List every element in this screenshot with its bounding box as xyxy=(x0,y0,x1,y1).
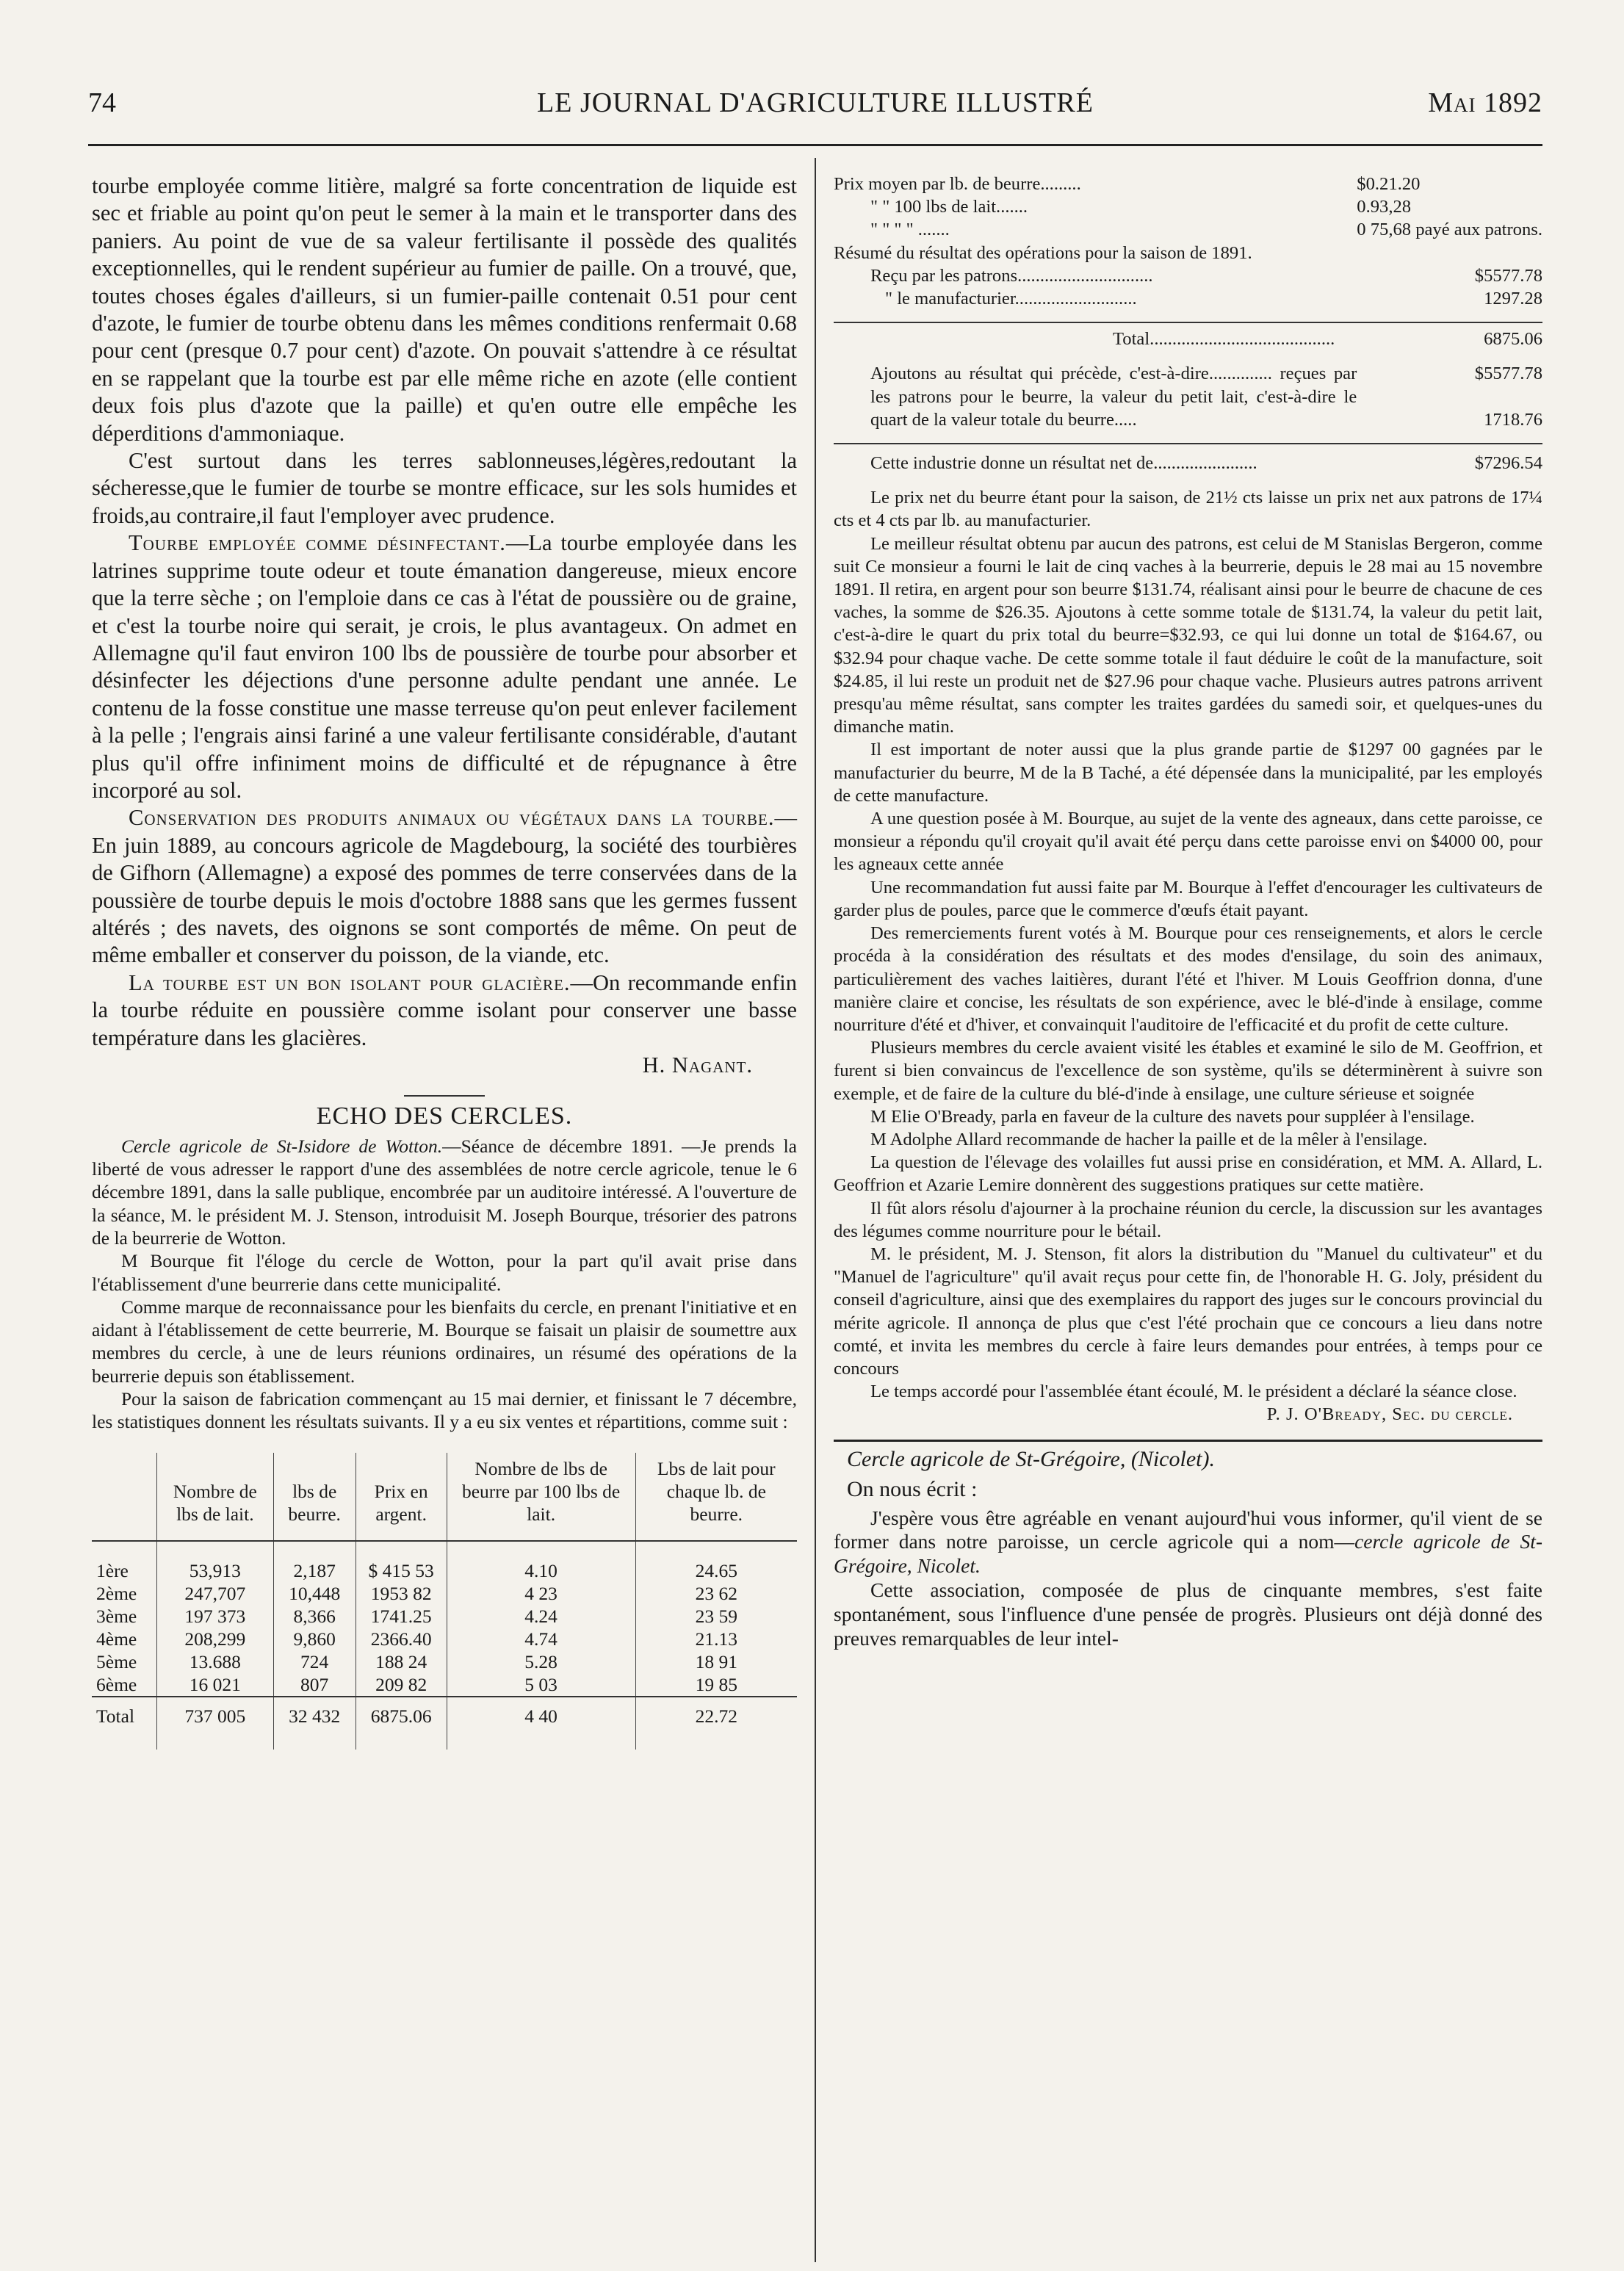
table-cell: 23 59 xyxy=(695,1605,737,1627)
net-label: Cette industrie donne un résultat net de....................... xyxy=(834,444,1357,474)
paragraph: M Elie O'Bready, parla en faveur de la culture des navets pour suppléer à l'ensilage. xyxy=(870,1106,1475,1127)
paragraph: M Bourque fit l'éloge du cercle de Wotton, pour la part qu'il avait prise dans l'établissement d'une beurrerie dans cette municipalité. xyxy=(92,1250,797,1295)
secretary-signature: P. J. O'Bready, Sec. du cercle. xyxy=(1266,1404,1513,1425)
page-header xyxy=(88,87,1542,131)
table-cell: 188 24 xyxy=(356,1650,447,1673)
table-cell: 4.10 xyxy=(447,1541,635,1582)
paragraph: Le prix net du beurre étant pour la saison, de 21½ cts laisse un prix net aux patrons de 17¼ cts et 4 cts par lb. au manufacturier. xyxy=(834,488,1542,531)
price-value: 0.93,28 xyxy=(1357,197,1412,217)
table-cell: 6875.06 xyxy=(356,1697,447,1750)
summary-total-line xyxy=(834,322,1542,350)
summary-value: 6875.06 xyxy=(1357,322,1542,350)
table-cell: 18 91 xyxy=(695,1650,737,1672)
paragraph: Plusieurs membres du cercle avaient visité les étables et examiné le silo de M. Geoffrion, et furent si bien convaincus de l'excellence de son système, qu'ils se déterminèrent à suivre son exemple, et de faire de la culture du blé-d'inde à ensilage, une culture sérieuse et soignée xyxy=(834,1038,1542,1104)
paragraph: M Adolphe Allard recommande de hacher la paille et de la mêler à l'ensilage. xyxy=(870,1129,1428,1149)
column-header xyxy=(92,1453,157,1541)
table-cell: 4ème xyxy=(92,1628,157,1650)
section-heading: Conservation des produits animaux ou végétaux dans la tourbe. xyxy=(129,805,775,831)
cercle-title: Cercle agricole de St-Grégoire, (Nicolet). xyxy=(847,1446,1215,1471)
table-cell: 9,860 xyxy=(273,1628,356,1650)
table-row xyxy=(92,1582,797,1605)
table-cell: 2ème xyxy=(92,1582,157,1605)
section-heading: La tourbe est un bon isolant pour glacière. xyxy=(129,970,571,995)
issue-date: Mai 1892 xyxy=(1428,87,1542,118)
summary-label: Reçu par les patrons.............................. xyxy=(870,265,1153,286)
summary-label: " le manufacturier........................... xyxy=(885,289,1137,309)
price-summary xyxy=(834,173,1542,474)
table-cell: 5.28 xyxy=(447,1650,635,1673)
journal-title: LE JOURNAL D'AGRICULTURE ILLUSTRÉ xyxy=(537,87,1094,118)
table-cell: 10,448 xyxy=(273,1582,356,1605)
table-row xyxy=(92,1541,797,1582)
table-cell: 22.72 xyxy=(635,1697,797,1750)
paragraph-text: —En juin 1889, au concours agricole de Magdebourg, la société des tourbières de Gifhorn (Allemagne) a exposé des pommes de terre conservées dans de la poussière de tourbe depuis le mois d'octobre 1888 sans que les germes fussent altérés ; des navets, des oignons se sont comportés de même. On peut de même emballer et conserver du poisson, de la viande, etc. xyxy=(92,805,797,968)
ajout-value: 1718.76 xyxy=(1484,409,1542,430)
table-cell: 2,187 xyxy=(273,1541,356,1582)
summary-label: Total......................................... xyxy=(834,322,1357,350)
table-cell: 1ère xyxy=(92,1541,157,1582)
section-rule xyxy=(834,1440,1542,1442)
paragraph: Le meilleur résultat obtenu par aucun des patrons, est celui de M Stanislas Bergeron, comme suit Ce monsieur a fourni le lait de cinq vaches à la beurrerie, depuis le 28 mai au 15 novembre 1891. Il retira, en argent pour son beurre $131.74, réalisant ainsi pour le beurre de chacune de ces vaches, la somme de $26.35. Ajoutons à cette somme totale de $131.74, la valeur du petit lait, c'est-à-dire le quart du prix total du beurre=$32.93, ce qui lui donne un total de $164.67, ou $32.94 pour chaque vache. De cette somme totale il faut déduire le coût de la manufacture, soit $24.85, il lui reste un produit net de $27.96 pour chaque vache. Plusieurs autres patrons arrivent presqu'au même résultat, sans compter les traites gardées du samedi soir, et quelques-unes du dimanche matin. xyxy=(834,533,1542,737)
paragraph xyxy=(92,970,797,1052)
table-cell: 24.65 xyxy=(695,1559,737,1581)
paragraph xyxy=(92,1135,797,1249)
table-cell: 6ème xyxy=(92,1673,157,1697)
table-cell: 4.74 xyxy=(447,1628,635,1650)
table-cell: 8,366 xyxy=(273,1605,356,1628)
column-header: Prix en argent. xyxy=(356,1453,447,1541)
ajout-value: $5577.78 xyxy=(1474,364,1542,384)
table-cell: 247,707 xyxy=(157,1582,274,1605)
left-column xyxy=(92,173,797,1750)
table-cell: 32 432 xyxy=(273,1697,356,1750)
table-row xyxy=(92,1673,797,1697)
paragraph: Pour la saison de fabrication commençant au 15 mai dernier, et finissant le 7 décembre, les statistiques donnent les résultats suivants. Il y a eu six ventes et répartitions, comme suit : xyxy=(92,1388,797,1433)
subheading: On nous écrit : xyxy=(847,1476,978,1501)
price-label: " " " " ....... xyxy=(870,220,950,240)
butter-statistics-table xyxy=(92,1453,797,1750)
table-cell: 737 005 xyxy=(157,1697,274,1750)
section-title: ECHO DES CERCLES. xyxy=(316,1102,573,1130)
net-value: $7296.54 xyxy=(1357,444,1542,474)
paragraph xyxy=(92,530,797,804)
paragraph: Il est important de noter aussi que la plus grande partie de $1297 00 gagnées par le manufacturier du beurre, M de la B Taché, a été dépensée dans la municipalité, par les employés de cette manufacture. xyxy=(834,740,1542,806)
summary-line xyxy=(834,287,1542,310)
section-rule xyxy=(404,1095,485,1097)
paragraph: Une recommandation fut aussi faite par M. Bourque à l'effet d'encourager les cultivateurs de garder plus de poules, parce que le commerce d'œufs était payant. xyxy=(834,877,1542,920)
table-row xyxy=(92,1628,797,1650)
paragraph xyxy=(834,1506,1542,1578)
paragraph: M. le président, M. J. Stenson, fit alors la distribution du "Manuel du cultivateur" et du "Manuel de l'agriculture" qu'il avait reçus pour cette fin, de l'honorable H. G. Joly, président du conseil d'agriculture, ainsi que des exemplaires du rapport des juges sur le concours provincial du mérite agricole. Il annonça de plus que c'est l'été prochain que ce concours a lieu dans notre comté, et invita les membres du cercle à faire leurs demandes pour entrées, à temps pour ce concours xyxy=(834,1243,1542,1379)
paragraph-text: —On recommande enfin la tourbe réduite en poussière comme isolant pour conserver une basse température dans les glacières. xyxy=(92,970,797,1050)
table-cell: 3ème xyxy=(92,1605,157,1628)
summary-heading: Résumé du résultat des opérations pour la saison de 1891. xyxy=(834,242,1252,263)
cercle-name: cercle agricole de St-Grégoire, Nicolet. xyxy=(834,1530,1542,1578)
gregoire-section xyxy=(834,1478,1542,1651)
paragraph: tourbe employée comme litière, malgré sa forte concentration de liquide est sec et friable au point qu'on peut le semer à la main et le transporter dans des paniers. Au point de vue de sa valeur fertilisante il possède des qualités exceptionnelles, qui le rendent supérieur au fumier de paille. On a trouvé, que, toutes choses égales d'ailleurs, si un fumier-paille contenait 0.51 pour cent d'azote, le fumier de tourbe obtenu dans les mêmes conditions renfermait 0.68 pour cent (presque 0.7 pour cent) d'azote. On pouvait s'attendre à ce résultat en se rappelant que la tourbe est par elle même riche en azote (elle contient deux fois plus d'azote que la paille) et qu'en outre elle empêche les déperditions d'ammoniaque. xyxy=(92,173,797,446)
table-cell: $ 415 53 xyxy=(356,1541,447,1582)
paragraph: La question de l'élevage des volailles fut aussi prise en considération, et MM. A. Allard, L. Geoffrion et Azarie Lemire donnèrent des suggestions pratiques sur cette matière. xyxy=(834,1152,1542,1196)
report-body xyxy=(834,486,1542,1426)
page-number: 74 xyxy=(88,87,116,118)
paragraph: Le temps accordé pour l'assemblée étant écoulé, M. le président a déclaré la séance close. xyxy=(870,1382,1517,1402)
paragraph: A une question posée à M. Bourque, au sujet de la vente des agneaux, dans cette paroisse, ce monsieur a répondu qu'il croyait qu'il avait été perçu dans cette paroisse envi on $4000 00, pour les agneaux cette année xyxy=(834,809,1542,875)
paragraph: C'est surtout dans les terres sablonneuses,légères,redoutant la sécheresse,que le fumier de tourbe se montre efficace, sur les sols humides et froids,au contraire,il faut l'employer avec prudence. xyxy=(92,448,797,528)
table-cell: 724 xyxy=(273,1650,356,1673)
paragraph xyxy=(92,804,797,969)
header-rule xyxy=(88,144,1542,146)
paragraph: Il fût alors résolu d'ajourner à la prochaine réunion du cercle, la discussion sur les avantages des légumes comme nourriture pour le bétail. xyxy=(834,1198,1542,1241)
table-row xyxy=(92,1605,797,1628)
table-cell: 1953 82 xyxy=(356,1582,447,1605)
table-cell: 4 40 xyxy=(447,1697,635,1750)
column-header: Lbs de lait pour chaque lb. de beurre. xyxy=(635,1453,797,1541)
summary-line xyxy=(834,264,1542,287)
price-value: 0 75,68 payé aux patrons. xyxy=(1357,220,1542,240)
price-line xyxy=(834,218,1542,241)
author-signature: H. Nagant. xyxy=(642,1053,753,1077)
table-row xyxy=(92,1650,797,1673)
table-cell: 5 03 xyxy=(447,1673,635,1697)
table-total-row xyxy=(92,1697,797,1750)
summary-value: $5577.78 xyxy=(1474,265,1542,286)
summary-value: 1297.28 xyxy=(1484,289,1542,309)
table-cell: 13.688 xyxy=(157,1650,274,1673)
table-cell: 23 62 xyxy=(695,1582,737,1604)
right-column xyxy=(834,173,1542,1650)
paragraph: Cette association, composée de plus de cinquante membres, s'est faite spontanément, sous l'influence d'une pensée de progrès. Plusieurs ont déjà donné des preuves remarquables de leur intel- xyxy=(834,1578,1542,1650)
column-header: Nombre de lbs de lait. xyxy=(157,1453,274,1541)
table-cell: 53,913 xyxy=(157,1541,274,1582)
table-cell: 21.13 xyxy=(695,1628,737,1650)
table-cell: 2366.40 xyxy=(356,1628,447,1650)
table-cell: 4.24 xyxy=(447,1605,635,1628)
column-header: lbs de beurre. xyxy=(273,1453,356,1541)
cercle-name: Cercle agricole de St-Isidore de Wotton. xyxy=(121,1135,443,1157)
table-cell: 5ème xyxy=(92,1650,157,1673)
price-label: Prix moyen par lb. de beurre......... xyxy=(834,174,1081,194)
table-cell: 16 021 xyxy=(157,1673,274,1697)
table-cell: Total xyxy=(92,1697,157,1750)
column-divider xyxy=(815,158,816,2262)
ajout-text: Ajoutons au résultat qui précède, c'est-à-dire.............. reçues par les patrons pour le beurre, la valeur du petit lait, c'est-à-dire le quart de la valeur totale du beurre..... xyxy=(870,364,1357,430)
ajout-line xyxy=(834,362,1542,431)
table-cell: 4 23 xyxy=(447,1582,635,1605)
ajout-values xyxy=(1357,362,1542,431)
price-line xyxy=(834,173,1542,195)
table-cell: 19 85 xyxy=(695,1673,737,1695)
table-cell: 208,299 xyxy=(157,1628,274,1650)
table-header-row xyxy=(92,1453,797,1541)
paragraph: Comme marque de reconnaissance pour les bienfaits du cercle, en prenant l'initiative et en aidant à l'établissement de cette beurrerie, M. Bourque se faisait un plaisir de soumettre aux membres du cercle, à une de leurs réunions ordinaires, un résumé des opérations de la beurrerie depuis son établissement. xyxy=(92,1296,797,1387)
table-cell: 209 82 xyxy=(356,1673,447,1697)
net-result-line xyxy=(834,444,1542,474)
table-cell: 807 xyxy=(273,1673,356,1697)
summary-heading-row xyxy=(834,242,1542,264)
price-value: $0.21.20 xyxy=(1357,174,1421,194)
price-label: " " 100 lbs de lait....... xyxy=(870,197,1028,217)
paragraph: Des remerciements furent votés à M. Bourque pour ces renseignements, et alors le cercle procéda à la considération des résultats et des modes d'ensilage, du soin des animaux, particulièrement des vaches laitières, durant l'été et l'hiver. M Louis Geoffrion donna, d'une manière claire et concise, les résultats de son expérience, avec le blé-d'inde à ensilage, comme nourriture d'été et d'hiver, et convainquit l'auditoire de l'efficacité et du profit de cette culture. xyxy=(834,923,1542,1035)
paragraph-text: —La tourbe employée dans les latrines supprime toute odeur et toute émanation dangereuse, mieux encore que la terre sèche ; on l'emploie dans ce cas à l'état de poussière ou de graine, et c'est la tourbe noire qui serait, je crois, le plus avantageux. On admet en Allemagne qu'il faut environ 100 lbs de poussière de tourbe pour absorber et désinfecter les déjections d'une personne adulte pendant une année. Le contenu de la fosse constitue une masse terreuse qu'on peut enlever facilement à la pelle ; l'engrais ainsi fariné a une valeur fertilisante considérable, d'autant plus qu'il offre infiniment moins de difficulté et de répugnance à être incorporé au sol. xyxy=(92,530,798,803)
echo-section xyxy=(92,1135,797,1434)
column-header: Nombre de lbs de beurre par 100 lbs de lait. xyxy=(447,1453,635,1541)
price-line xyxy=(834,195,1542,218)
table-cell: 197 373 xyxy=(157,1605,274,1628)
table-cell: 1741.25 xyxy=(356,1605,447,1628)
section-heading: Tourbe employée comme désinfectant. xyxy=(129,530,506,556)
paragraph-text: J'espère vous être agréable en venant aujourd'hui vous informer, qu'il vient de se former dans notre paroisse, un cercle agricole qui a nom— xyxy=(834,1506,1542,1553)
paragraph-text: —Séance de décembre 1891. —Je prends la liberté de vous adresser le rapport d'une des assemblées de notre cercle agricole, tenue le 6 décembre 1891, dans la salle publique, encombrée par un auditoire intéressé. A l'ouverture de la séance, M. le président M. J. Stenson, introduisit M. Joseph Bourque, trésorier des patrons de la beurrerie de Wotton. xyxy=(92,1135,797,1249)
